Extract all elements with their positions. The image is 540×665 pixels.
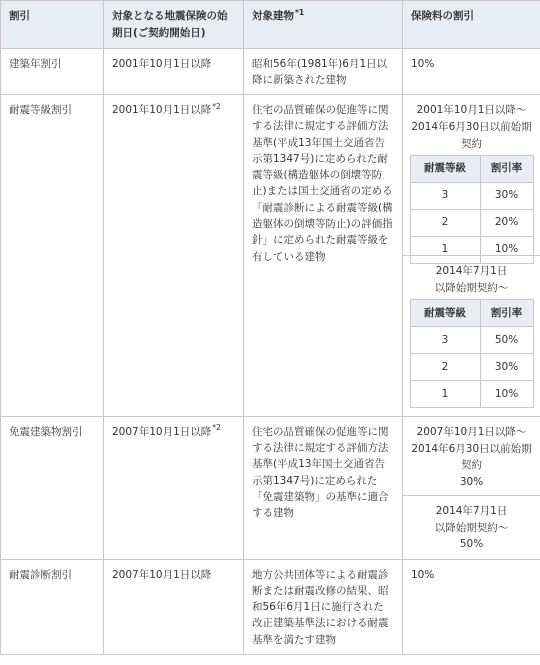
discount-rate: 30% [459,476,484,489]
rate-cell: 10% [480,236,533,263]
discount-name: 耐震等級割引 [1,95,104,417]
rate-cell: 20% [480,209,533,236]
grade-cell: 1 [410,236,480,263]
rate-header: 割引率 [480,299,533,326]
rate-header: 割引率 [480,155,533,182]
period-block [403,255,540,416]
rate-cell: 30% [480,182,533,209]
inner-header-row [410,155,533,182]
footnote-marker: *2 [212,423,221,433]
period-block [403,495,540,559]
table-row [1,559,540,654]
target-building: 住宅の品質確保の促進等に関する法律に規定する評価方法基準(平成13年国土交通省告示第1347号)に定められた耐震等級(構造躯体の倒壊等防止)または国土交通省の定める「耐震診断による耐震等級(構造躯体の倒壊等防止)の評価指針」に定められた耐震等級を有している建物 [244,95,403,417]
target-building: 地方公共団体等による耐震診断または耐震改修の結果、昭和56年6月1日に施行された改正建築基準法における耐震基準を満たす建物 [244,559,403,654]
seismic-grade-table [410,155,534,264]
discount-rate-cell [403,416,540,559]
rate-cell: 30% [480,353,533,380]
header-start-date: 対象となる地震保険の始期日(ご契約開始日) [104,1,244,49]
discount-name: 耐震診断割引 [1,559,104,654]
target-building: 住宅の品質確保の促進等に関する法律に規定する評価方法基準(平成13年国土交通省告示第1347号)に定められた「免震建築物」の基準に適合する建物 [244,416,403,559]
table-row [410,182,533,209]
rate-cell: 10% [480,380,533,407]
discount-rate: 10% [403,559,540,654]
seismic-grade-table [410,299,534,408]
target-building: 昭和56年(1981年)6月1日以降に新築された建物 [244,48,403,95]
grade-cell: 3 [410,326,480,353]
discount-rate: 10% [403,48,540,95]
header-discount-name: 割引 [1,1,104,49]
rate-cell: 50% [480,326,533,353]
start-date: 2001年10月1日以降 [104,48,244,95]
table-row [1,95,540,417]
header-premium-discount: 保険料の割引 [403,1,540,49]
table-row [1,416,540,559]
footnote-marker: *1 [295,7,305,17]
grade-cell: 1 [410,380,480,407]
discount-rate-cell [403,95,540,417]
footnote-marker: *2 [212,101,221,111]
table-row [410,380,533,407]
discount-name: 免震建築物割引 [1,416,104,559]
table-header-row [1,1,540,49]
start-date: 2001年10月1日以降$^{*2}$ [104,95,244,417]
discount-rate: 50% [459,538,484,551]
period-caption: 2014年7月1日以降始期契約～ [434,504,509,534]
period-block [403,95,540,255]
table-row [410,209,533,236]
grade-header: 耐震等級 [410,155,480,182]
period-caption: 2014年7月1日以降始期契約～ [434,265,509,294]
header-target-building: 対象建物$^{*1}$ [244,1,403,49]
period-caption: 2001年10月1日以降～2014年6月30日以前始期契約 [411,104,532,150]
table-row [410,353,533,380]
inner-header-row [410,299,533,326]
table-row [410,326,533,353]
grade-header: 耐震等級 [410,299,480,326]
grade-cell: 3 [410,182,480,209]
start-date: 2007年10月1日以降 [104,559,244,654]
period-block [403,417,540,495]
period-caption: 2007年10月1日以降～2014年6月30日以前始期契約 [411,425,532,472]
discount-name: 建築年割引 [1,48,104,95]
table-row [1,48,540,95]
grade-cell: 2 [410,209,480,236]
start-date: 2007年10月1日以降$^{*2}$ [104,416,244,559]
grade-cell: 2 [410,353,480,380]
